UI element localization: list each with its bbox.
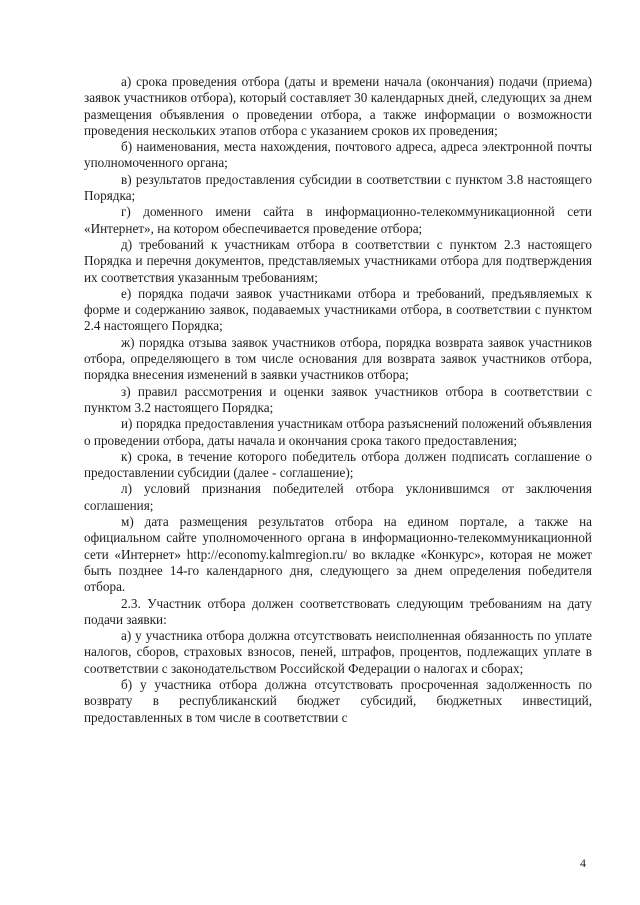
paragraph-k-agreement: к) срока, в течение которого победитель отбора должен подписать соглашение о предоставлении субсидии (далее - соглашение);: [84, 448, 592, 481]
paragraph-b-address: б) наименования, места нахождения, почтового адреса, адреса электронной почты уполномоченного органа;: [84, 139, 592, 171]
paragraph-m-publication: м) дата размещения результатов отбора на едином портале, а также на официальном сайте уполномоченного органа в информационно-телекоммуникационной сети «Интернет» http://economy.kalmregion.ru/ во вкладке «Конкурс», которая не может быть позднее 14-го календарного дня, следующего за днем определения победителя отбора.: [84, 514, 592, 595]
paragraph-i-clarification: и) порядка предоставления участникам отбора разъяснений положений объявления о проведении отбора, даты начала и окончания срока такого предоставления;: [84, 416, 592, 448]
paragraph-a-deadline: а) срока проведения отбора (даты и времени начала (окончания) подачи (приема) заявок участников отбора), который составляет 30 календарных дней, следующих за днем размещения объявления о проведении отбора, а также информации о возможности проведения нескольких этапов отбора с указанием сроков их проведения;: [84, 74, 592, 138]
paragraph-zh-withdrawal: ж) порядка отзыва заявок участников отбора, порядка возврата заявок участников отбора, определяющего в том числе основания для возврата заявок участников отбора, порядка внесения изменений в заявки участников отбора;: [84, 334, 592, 383]
paragraph-a-tax-debt: а) у участника отбора должна отсутствовать неисполненная обязанность по уплате налогов, сборов, страховых взносов, пеней, штрафов, процентов, подлежащих уплате в соответствии с законодательством Российской Федерации о налогах и сборах;: [84, 628, 592, 676]
paragraph-g-domain: г) доменного имени сайта в информационно-телекоммуникационной сети «Интернет», на котором обеспечивается проведение отбора;: [84, 204, 592, 236]
paragraph-d-requirements: д) требований к участникам отбора в соответствии с пунктом 2.3 настоящего Порядка и перечня документов, представляемых участниками отбора для подтверждения их соответствия указанным требованиям;: [84, 236, 592, 285]
paragraph-l-evasion: л) условий признания победителей отбора уклонившимся от заключения соглашения;: [84, 481, 592, 513]
section-2-3-heading: 2.3. Участник отбора должен соответствовать следующим требованиям на дату подачи заявки:: [84, 595, 592, 627]
paragraph-e-submission: е) порядка подачи заявок участниками отбора и требований, предъявляемых к форме и содержанию заявок, подаваемых участниками отбора, в соответствии с пунктом 2.4 настоящего Порядка;: [84, 285, 592, 334]
paragraph-z-review: з) правил рассмотрения и оценки заявок участников отбора в соответствии с пунктом 3.2 настоящего Порядка;: [84, 383, 592, 415]
page-number: 4: [580, 856, 586, 870]
document-body: [84, 74, 592, 726]
paragraph-v-results: в) результатов предоставления субсидии в соответствии с пунктом 3.8 настоящего Порядка;: [84, 171, 592, 204]
paragraph-b-overdue-debt: б) у участника отбора должна отсутствовать просроченная задолженность по возврату в республиканский бюджет субсидий, бюджетных инвестиций, предоставленных в том числе в соответствии с: [84, 676, 592, 725]
